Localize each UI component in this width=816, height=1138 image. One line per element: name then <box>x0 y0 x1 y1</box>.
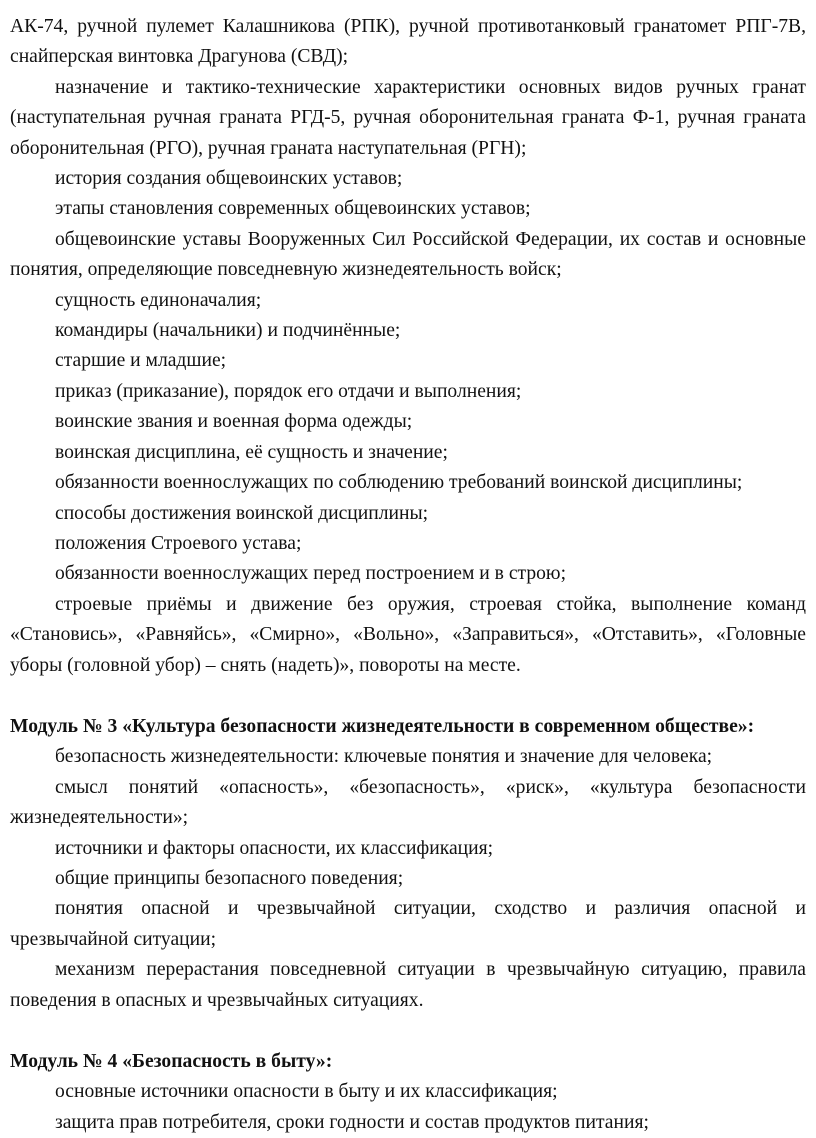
list-item: общие принципы безопасного поведения; <box>55 867 404 889</box>
section-spacer <box>10 681 806 712</box>
list-item: механизм перерастания повседневной ситуации в чрезвычайную ситуацию, правила поведения в опасных и чрезвычайных ситуациях. <box>10 959 806 1011</box>
list-item: сущность единоначалия; <box>55 289 262 311</box>
intro-continuation: АК-74, ручной пулемет Калашникова (РПК), ручной противотанковый гранатомет РПГ-7В, снайперская винтовка Драгунова (СВД); <box>10 16 806 68</box>
list-item: обязанности военнослужащих перед построением и в строю; <box>55 563 567 585</box>
list-item: обязанности военнослужащих по соблюдению требований воинской дисциплины; <box>55 472 743 494</box>
list-item: старшие и младшие; <box>55 350 227 372</box>
list-item: понятия опасной и чрезвычайной ситуации, сходство и различия опасной и чрезвычайной ситуации; <box>10 898 806 950</box>
list-item: способы достижения воинской дисциплины; <box>55 502 429 524</box>
list-item: воинские звания и военная форма одежды; <box>55 411 413 433</box>
list-item: назначение и тактико-технические характеристики основных видов ручных гранат (наступательная ручная граната РГД-5, ручная оборонительная граната Ф-1, ручная граната оборонительная (РГО), ручная граната наступательная (РГН); <box>10 76 806 159</box>
list-item: положения Строевого устава; <box>55 532 302 554</box>
list-item: смысл понятий «опасность», «безопасность», «риск», «культура безопасности жизнедеятельности»; <box>10 776 806 829</box>
list-item: строевые приёмы и движение без оружия, строевая стойка, выполнение команд «Становись», «Равняйсь», «Смирно», «Вольно», «Заправиться», «Отставить», «Головные уборы (головной убор) – снять (надеть)», повороты на месте. <box>10 593 806 676</box>
module-3-heading: Модуль № 3 «Культура безопасности жизнедеятельности в современном обществе»: <box>10 715 755 737</box>
list-item: этапы становления современных общевоинских уставов; <box>55 198 531 220</box>
section-spacer <box>10 1016 806 1047</box>
list-item: защита прав потребителя, сроки годности и состав продуктов питания; <box>55 1111 649 1133</box>
list-item: история создания общевоинских уставов; <box>55 168 403 190</box>
list-item: источники и факторы опасности, их классификация; <box>55 837 494 859</box>
list-item: командиры (начальники) и подчинённые; <box>55 320 401 342</box>
list-item: общевоинские уставы Вооруженных Сил Российской Федерации, их состав и основные понятия, определяющие повседневную жизнедеятельность войск; <box>10 228 806 281</box>
module-4-heading: Модуль № 4 «Безопасность в быту»: <box>10 1051 333 1072</box>
list-item: основные источники опасности в быту и их классификация; <box>55 1081 558 1103</box>
list-item: приказ (приказание), порядок его отдачи и выполнения; <box>55 380 522 402</box>
list-item: безопасность жизнедеятельности: ключевые понятия и значение для человека; <box>55 746 713 768</box>
list-item: воинская дисциплина, её сущность и значение; <box>55 441 448 463</box>
